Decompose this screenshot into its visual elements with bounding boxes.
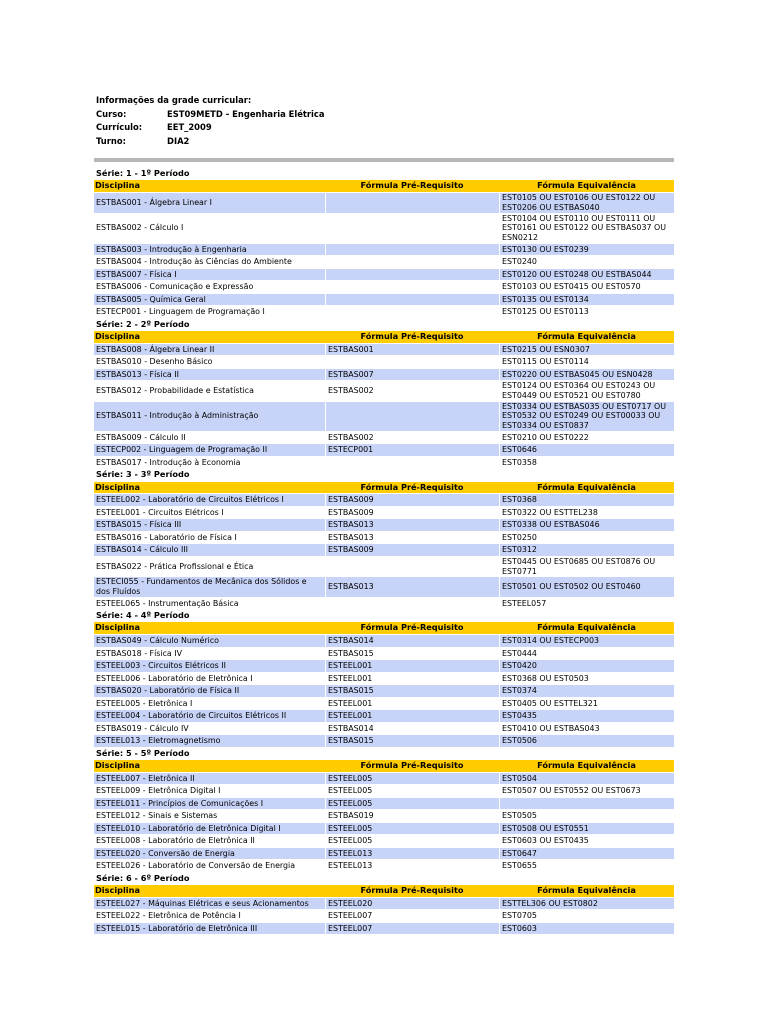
prerequisite-cell xyxy=(325,256,499,268)
prerequisite-cell: ESTBAS001 xyxy=(325,344,499,356)
equivalence-cell: EST0322 OU ESTTEL238 xyxy=(499,507,674,519)
equivalence-cell xyxy=(499,798,674,810)
equivalence-cell: EST0506 xyxy=(499,735,674,747)
prerequisite-cell xyxy=(325,457,499,469)
discipline-cell: ESTEEL005 - Eletrônica I xyxy=(94,698,325,710)
curriculum-value: EET_2009 xyxy=(167,122,212,132)
equivalence-cell: EST0655 xyxy=(499,860,674,872)
discipline-cell: ESTBAS007 - Física I xyxy=(94,269,325,281)
discipline-cell: ESTEEL010 - Laboratório de Eletrônica Digital I xyxy=(94,823,325,835)
table-row xyxy=(94,698,674,710)
header-prerequisito: Fórmula Pré-Requisito xyxy=(325,885,499,897)
info-curriculum-row xyxy=(96,121,325,135)
course-label: Curso: xyxy=(96,108,127,119)
series-table xyxy=(94,884,674,935)
discipline-cell: ESTEEL013 - Eletromagnetismo xyxy=(94,735,325,747)
header-prerequisito: Fórmula Pré-Requisito xyxy=(325,180,499,192)
table-row xyxy=(94,193,674,212)
prerequisite-cell: ESTEEL005 xyxy=(325,835,499,847)
table-row xyxy=(94,635,674,647)
discipline-cell: ESTEEL004 - Laboratório de Circuitos Elétricos II xyxy=(94,710,325,722)
header-disciplina: Disciplina xyxy=(94,180,325,192)
table-header-row xyxy=(94,885,674,897)
equivalence-cell: EST0505 xyxy=(499,810,674,822)
discipline-cell: ESTEEL006 - Laboratório de Eletrônica I xyxy=(94,673,325,685)
table-row xyxy=(94,798,674,810)
prerequisite-cell: ESTEEL001 xyxy=(325,673,499,685)
prerequisite-cell: ESTBAS007 xyxy=(325,369,499,381)
prerequisite-cell: ESTBAS013 xyxy=(325,519,499,531)
equivalence-cell: EST0210 OU EST0222 xyxy=(499,432,674,444)
series-title: Série: 2 - 2º Período xyxy=(96,318,190,329)
equivalence-cell: EST0125 OU EST0113 xyxy=(499,306,674,318)
series-title: Série: 3 - 3º Período xyxy=(96,469,190,480)
discipline-cell: ESTECP001 - Linguagem de Programação I xyxy=(94,306,325,318)
header-equivalencia: Fórmula Equivalência xyxy=(499,331,674,343)
discipline-cell: ESTBAS010 - Desenho Básico xyxy=(94,356,325,368)
table-row xyxy=(94,356,674,368)
prerequisite-cell: ESTEEL001 xyxy=(325,710,499,722)
prerequisite-cell: ESTBAS014 xyxy=(325,723,499,735)
prerequisite-cell: ESTBAS019 xyxy=(325,810,499,822)
equivalence-cell: EST0130 OU EST0239 xyxy=(499,244,674,256)
discipline-cell: ESTEEL015 - Laboratório de Eletrônica III xyxy=(94,923,325,935)
series-title: Série: 4 - 4º Período xyxy=(96,610,190,621)
discipline-cell: ESTBAS020 - Laboratório de Física II xyxy=(94,685,325,697)
table-row xyxy=(94,910,674,922)
equivalence-cell: EST0646 xyxy=(499,444,674,456)
table-row xyxy=(94,494,674,506)
equivalence-cell: EST0410 OU ESTBAS043 xyxy=(499,723,674,735)
table-row xyxy=(94,306,674,318)
prerequisite-cell: ESTEEL005 xyxy=(325,823,499,835)
discipline-cell: ESTEEL007 - Eletrônica II xyxy=(94,773,325,785)
header-disciplina: Disciplina xyxy=(94,760,325,772)
info-course-row xyxy=(96,108,325,122)
prerequisite-cell: ESTBAS009 xyxy=(325,507,499,519)
prerequisite-cell: ESTBAS015 xyxy=(325,735,499,747)
discipline-cell: ESTECI055 - Fundamentos de Mecânica dos Sólidos e dos Fluídos xyxy=(94,577,325,596)
table-row xyxy=(94,432,674,444)
curriculum-label: Currículo: xyxy=(96,122,143,132)
discipline-cell: ESTBAS018 - Física IV xyxy=(94,648,325,660)
discipline-cell: ESTEEL012 - Sinais e Sistemas xyxy=(94,810,325,822)
header-disciplina: Disciplina xyxy=(94,331,325,343)
equivalence-cell: EST0358 xyxy=(499,457,674,469)
table-row xyxy=(94,214,674,243)
table-row xyxy=(94,244,674,256)
prerequisite-cell: ESTEEL005 xyxy=(325,785,499,797)
equivalence-cell: EST0420 xyxy=(499,660,674,672)
equivalence-cell: ESTEEL057 xyxy=(499,598,674,610)
discipline-cell: ESTBAS003 - Introdução à Engenharia xyxy=(94,244,325,256)
discipline-cell: ESTBAS016 - Laboratório de Física I xyxy=(94,532,325,544)
discipline-cell: ESTEEL027 - Máquinas Elétricas e seus Acionamentos xyxy=(94,898,325,910)
discipline-cell: ESTBAS019 - Cálculo IV xyxy=(94,723,325,735)
table-row xyxy=(94,923,674,935)
discipline-cell: ESTBAS006 - Comunicação e Expressão xyxy=(94,281,325,293)
equivalence-cell: EST0705 xyxy=(499,910,674,922)
series-title: Série: 6 - 6º Período xyxy=(96,872,190,883)
info-heading: Informações da grade curricular: xyxy=(96,95,252,105)
prerequisite-cell: ESTBAS013 xyxy=(325,577,499,596)
table-row xyxy=(94,785,674,797)
discipline-cell: ESTBAS049 - Cálculo Numérico xyxy=(94,635,325,647)
equivalence-cell: EST0368 xyxy=(499,494,674,506)
prerequisite-cell: ESTBAS015 xyxy=(325,685,499,697)
equivalence-cell: EST0504 xyxy=(499,773,674,785)
discipline-cell: ESTEEL022 - Eletrônica de Potência I xyxy=(94,910,325,922)
equivalence-cell: EST0603 OU EST0435 xyxy=(499,835,674,847)
prerequisite-cell: ESTBAS013 xyxy=(325,532,499,544)
header-equivalencia: Fórmula Equivalência xyxy=(499,482,674,494)
prerequisite-cell xyxy=(325,281,499,293)
discipline-cell: ESTEEL020 - Conversão de Energia xyxy=(94,848,325,860)
discipline-cell: ESTEEL011 - Princípios de Comunicações I xyxy=(94,798,325,810)
table-row xyxy=(94,598,674,610)
prerequisite-cell xyxy=(325,306,499,318)
table-row xyxy=(94,544,674,556)
equivalence-cell: EST0603 xyxy=(499,923,674,935)
discipline-cell: ESTBAS004 - Introdução às Ciências do Ambiente xyxy=(94,256,325,268)
prerequisite-cell xyxy=(325,214,499,243)
equivalence-cell: EST0501 OU EST0502 OU EST0460 xyxy=(499,577,674,596)
prerequisite-cell xyxy=(325,294,499,306)
table-row xyxy=(94,735,674,747)
equivalence-cell: EST0240 xyxy=(499,256,674,268)
series-table xyxy=(94,621,674,747)
header-disciplina: Disciplina xyxy=(94,622,325,634)
table-row xyxy=(94,507,674,519)
equivalence-cell: EST0368 OU EST0503 xyxy=(499,673,674,685)
table-row xyxy=(94,685,674,697)
header-prerequisito: Fórmula Pré-Requisito xyxy=(325,622,499,634)
table-header-row xyxy=(94,331,674,343)
table-row xyxy=(94,402,674,431)
table-header-row xyxy=(94,622,674,634)
series-table xyxy=(94,759,674,873)
table-row xyxy=(94,457,674,469)
table-row xyxy=(94,281,674,293)
table-row xyxy=(94,294,674,306)
equivalence-cell: EST0507 OU EST0552 OU EST0673 xyxy=(499,785,674,797)
prerequisite-cell: ESTEEL007 xyxy=(325,910,499,922)
curriculum-tables xyxy=(94,167,674,934)
equivalence-cell: EST0374 xyxy=(499,685,674,697)
equivalence-cell: EST0405 OU ESTTEL321 xyxy=(499,698,674,710)
prerequisite-cell xyxy=(325,598,499,610)
equivalence-cell: EST0115 OU EST0114 xyxy=(499,356,674,368)
discipline-cell: ESTBAS015 - Física III xyxy=(94,519,325,531)
header-equivalencia: Fórmula Equivalência xyxy=(499,622,674,634)
equivalence-cell: EST0314 OU ESTECP003 xyxy=(499,635,674,647)
table-row xyxy=(94,660,674,672)
prerequisite-cell xyxy=(325,356,499,368)
header-equivalencia: Fórmula Equivalência xyxy=(499,885,674,897)
series-table xyxy=(94,330,674,469)
discipline-cell: ESTEEL009 - Eletrônica Digital I xyxy=(94,785,325,797)
header-disciplina: Disciplina xyxy=(94,885,325,897)
table-row xyxy=(94,848,674,860)
prerequisite-cell xyxy=(325,269,499,281)
equivalence-cell: EST0220 OU ESTBAS045 OU ESN0428 xyxy=(499,369,674,381)
table-row xyxy=(94,773,674,785)
prerequisite-cell: ESTEEL005 xyxy=(325,773,499,785)
series-table xyxy=(94,179,674,318)
prerequisite-cell: ESTEEL001 xyxy=(325,698,499,710)
shift-label: Turno: xyxy=(96,135,126,146)
table-row xyxy=(94,860,674,872)
table-row xyxy=(94,344,674,356)
discipline-cell: ESTBAS014 - Cálculo III xyxy=(94,544,325,556)
equivalence-cell: ESTTEL306 OU EST0802 xyxy=(499,898,674,910)
prerequisite-cell: ESTBAS009 xyxy=(325,544,499,556)
table-row xyxy=(94,256,674,268)
equivalence-cell: EST0124 OU EST0364 OU EST0243 OU EST0449 OU EST0521 OU EST0780 xyxy=(499,381,674,400)
header-prerequisito: Fórmula Pré-Requisito xyxy=(325,760,499,772)
header-equivalencia: Fórmula Equivalência xyxy=(499,760,674,772)
prerequisite-cell: ESTECP001 xyxy=(325,444,499,456)
table-row xyxy=(94,557,674,576)
series-table xyxy=(94,481,674,611)
prerequisite-cell: ESTBAS015 xyxy=(325,648,499,660)
equivalence-cell: EST0334 OU ESTBAS035 OU EST0717 OU EST0532 OU EST0249 OU EST00033 OU EST0334 OU EST0837 xyxy=(499,402,674,431)
table-row xyxy=(94,381,674,400)
equivalence-cell: EST0508 OU EST0551 xyxy=(499,823,674,835)
table-row xyxy=(94,710,674,722)
table-row xyxy=(94,898,674,910)
discipline-cell: ESTBAS008 - Álgebra Linear II xyxy=(94,344,325,356)
discipline-cell: ESTBAS002 - Cálculo I xyxy=(94,214,325,243)
equivalence-cell: EST0647 xyxy=(499,848,674,860)
table-header-row xyxy=(94,482,674,494)
table-row xyxy=(94,532,674,544)
discipline-cell: ESTEEL026 - Laboratório de Conversão de Energia xyxy=(94,860,325,872)
discipline-cell: ESTBAS013 - Física II xyxy=(94,369,325,381)
equivalence-cell: EST0104 OU EST0110 OU EST0111 OU EST0161 OU EST0122 OU ESTBAS037 OU ESN0212 xyxy=(499,214,674,243)
discipline-cell: ESTBAS009 - Cálculo II xyxy=(94,432,325,444)
table-row xyxy=(94,823,674,835)
course-value: EST09METD - Engenharia Elétrica xyxy=(167,108,325,119)
prerequisite-cell: ESTEEL007 xyxy=(325,923,499,935)
equivalence-cell: EST0215 OU ESN0307 xyxy=(499,344,674,356)
discipline-cell: ESTBAS005 - Química Geral xyxy=(94,294,325,306)
table-row xyxy=(94,369,674,381)
info-shift-row xyxy=(96,135,325,149)
prerequisite-cell: ESTEEL013 xyxy=(325,860,499,872)
table-row xyxy=(94,810,674,822)
discipline-cell: ESTEEL001 - Circuitos Elétricos I xyxy=(94,507,325,519)
prerequisite-cell: ESTBAS002 xyxy=(325,432,499,444)
discipline-cell: ESTEEL008 - Laboratório de Eletrônica II xyxy=(94,835,325,847)
header-equivalencia: Fórmula Equivalência xyxy=(499,180,674,192)
equivalence-cell: EST0250 xyxy=(499,532,674,544)
equivalence-cell: EST0445 OU EST0685 OU EST0876 OU EST0771 xyxy=(499,557,674,576)
equivalence-cell: EST0444 xyxy=(499,648,674,660)
header-disciplina: Disciplina xyxy=(94,482,325,494)
table-row xyxy=(94,835,674,847)
table-row xyxy=(94,269,674,281)
table-row xyxy=(94,577,674,596)
equivalence-cell: EST0135 OU EST0134 xyxy=(499,294,674,306)
series-title: Série: 1 - 1º Período xyxy=(96,168,190,178)
discipline-cell: ESTBAS017 - Introdução à Economia xyxy=(94,457,325,469)
prerequisite-cell xyxy=(325,244,499,256)
prerequisite-cell: ESTBAS009 xyxy=(325,494,499,506)
discipline-cell: ESTEEL065 - Instrumentação Básica xyxy=(94,598,325,610)
prerequisite-cell: ESTBAS014 xyxy=(325,635,499,647)
discipline-cell: ESTECP002 - Linguagem de Programação II xyxy=(94,444,325,456)
prerequisite-cell: ESTEEL005 xyxy=(325,798,499,810)
table-header-row xyxy=(94,760,674,772)
header-prerequisito: Fórmula Pré-Requisito xyxy=(325,331,499,343)
table-row xyxy=(94,648,674,660)
table-row xyxy=(94,673,674,685)
prerequisite-cell xyxy=(325,193,499,212)
prerequisite-cell xyxy=(325,402,499,431)
equivalence-cell: EST0120 OU EST0248 OU ESTBAS044 xyxy=(499,269,674,281)
discipline-cell: ESTBAS001 - Álgebra Linear I xyxy=(94,193,325,212)
equivalence-cell: EST0105 OU EST0106 OU EST0122 OU EST0206 OU ESTBAS040 xyxy=(499,193,674,212)
prerequisite-cell: ESTEEL013 xyxy=(325,848,499,860)
equivalence-cell: EST0338 OU ESTBAS046 xyxy=(499,519,674,531)
equivalence-cell: EST0312 xyxy=(499,544,674,556)
series-title: Série: 5 - 5º Período xyxy=(96,747,190,758)
divider xyxy=(94,158,674,162)
equivalence-cell: EST0435 xyxy=(499,710,674,722)
prerequisite-cell xyxy=(325,557,499,576)
table-row xyxy=(94,723,674,735)
discipline-cell: ESTBAS011 - Introdução à Administração xyxy=(94,402,325,431)
table-row xyxy=(94,444,674,456)
discipline-cell: ESTEEL003 - Circuitos Elétricos II xyxy=(94,660,325,672)
prerequisite-cell: ESTBAS002 xyxy=(325,381,499,400)
prerequisite-cell: ESTEEL020 xyxy=(325,898,499,910)
header-prerequisito: Fórmula Pré-Requisito xyxy=(325,482,499,494)
discipline-cell: ESTEEL002 - Laboratório de Circuitos Elétricos I xyxy=(94,494,325,506)
table-row xyxy=(94,519,674,531)
table-header-row xyxy=(94,180,674,192)
shift-value: DIA2 xyxy=(167,135,190,146)
prerequisite-cell: ESTEEL001 xyxy=(325,660,499,672)
equivalence-cell: EST0103 OU EST0415 OU EST0570 xyxy=(499,281,674,293)
discipline-cell: ESTBAS022 - Prática Profissional e Ética xyxy=(94,557,325,576)
discipline-cell: ESTBAS012 - Probabilidade e Estatística xyxy=(94,381,325,400)
curriculum-info xyxy=(96,94,325,148)
